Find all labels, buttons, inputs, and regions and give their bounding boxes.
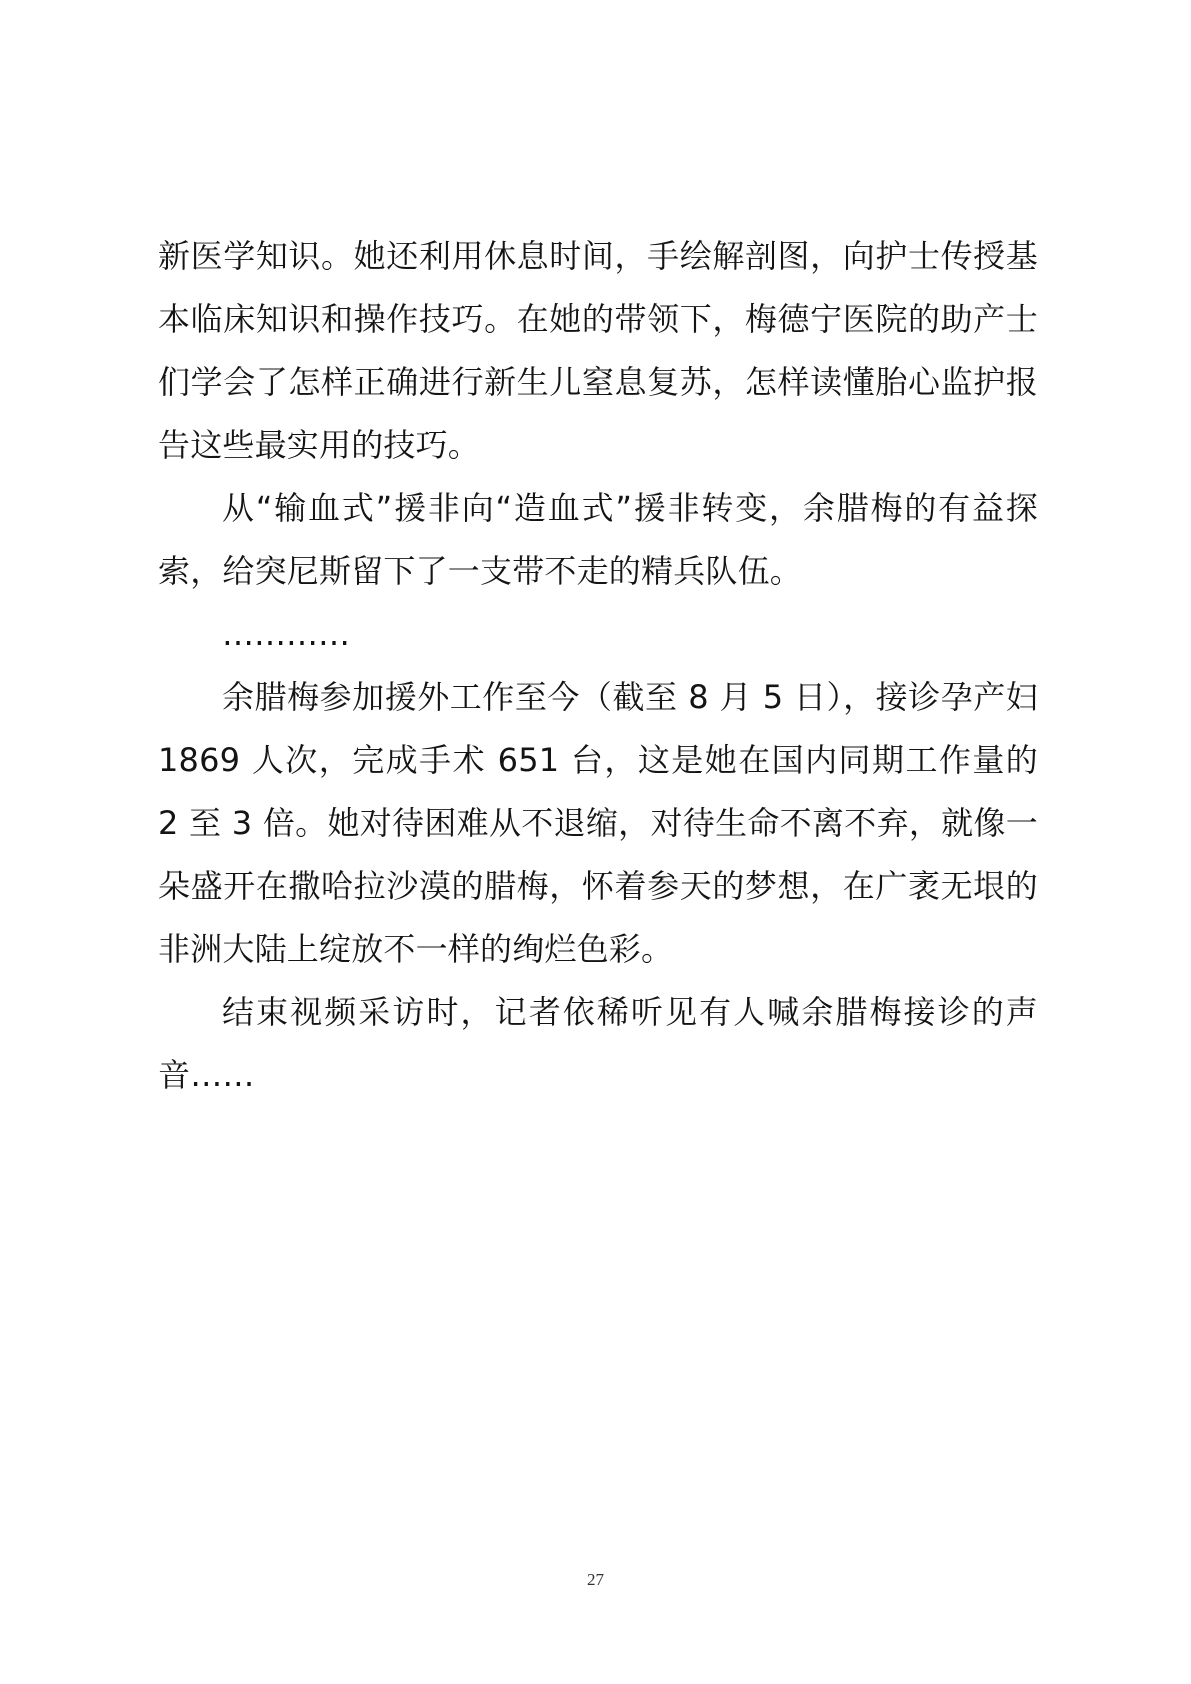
paragraph-continued: 新医学知识。她还利用休息时间，手绘解剖图，向护士传授基本临床知识和操作技巧。在她的带领下，梅德宁医院的助产士们学会了怎样正确进行新生儿窒息复苏，怎样读懂胎心监护报告这些最实用的技巧。 <box>158 237 1038 464</box>
page-number: 27 <box>587 1570 604 1589</box>
body-text <box>158 225 1038 1107</box>
ellipsis-separator: ………… <box>222 615 350 653</box>
paragraph: 余腊梅参加援外工作至今（截至 8 月 5 日），接诊孕产妇 1869 人次，完成手术 651 台，这是她在国内同期工作量的 2 至 3 倍。她对待困难从不退缩，对待生命不离不弃，就像一朵盛开在撒哈拉沙漠的腊梅，怀着参天的梦想，在广袤无垠的非洲大陆上绽放不一样的绚烂色彩。 <box>158 678 1038 968</box>
paragraph: 结束视频采访时，记者依稀听见有人喊余腊梅接诊的声音…… <box>158 993 1038 1094</box>
paragraph: 从“输血式”援非向“造血式”援非转变，余腊梅的有益探索，给突尼斯留下了一支带不走的精兵队伍。 <box>158 489 1038 590</box>
